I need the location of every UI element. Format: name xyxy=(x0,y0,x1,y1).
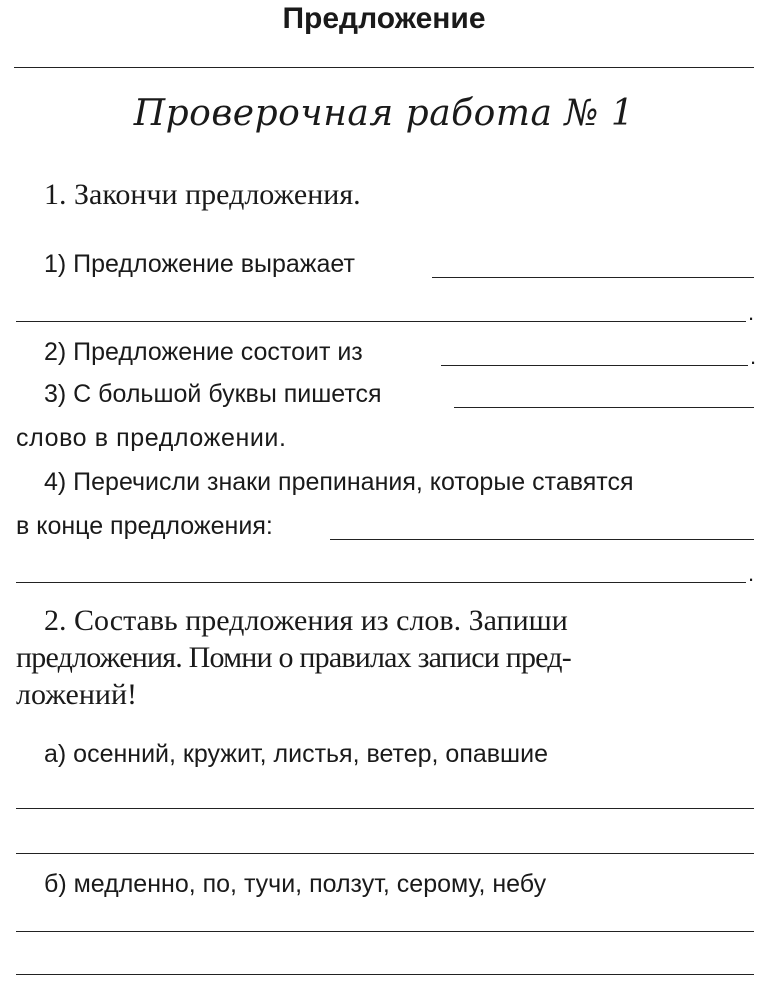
answer-line-b2[interactable] xyxy=(16,974,754,975)
task-1-item-3: 3) С большой буквы пишется xyxy=(44,380,382,408)
task-1-heading: 1. Закончи предложения. xyxy=(44,178,361,211)
task-1-item-2: 2) Предложение состоит из xyxy=(44,338,363,366)
task-1-item-3-continuation: слово в предложении. xyxy=(16,424,287,452)
answer-line-a1[interactable] xyxy=(16,808,754,809)
answer-line-1a[interactable] xyxy=(432,277,754,278)
answer-line-b1[interactable] xyxy=(16,931,754,932)
period: . xyxy=(748,561,755,586)
answer-line-a2[interactable] xyxy=(16,853,754,854)
answer-line-3[interactable] xyxy=(454,407,754,408)
task-1-item-4: 4) Перечисли знаки препинания, которые ставятся xyxy=(44,468,634,496)
task-1-item-1: 1) Предложение выражает xyxy=(44,250,355,278)
answer-line-1b[interactable] xyxy=(16,321,746,322)
header-divider xyxy=(14,67,754,68)
page-title: Предложение xyxy=(282,2,486,35)
worksheet-subtitle: Проверочная работа № 1 xyxy=(133,93,635,134)
task-2-heading-line-3: ложений! xyxy=(16,678,138,711)
task-2-item-b: б) медленно, по, тучи, ползут, серому, небу xyxy=(44,870,547,898)
period: . xyxy=(748,300,755,325)
task-1-item-4-continuation: в конце предложения: xyxy=(16,512,273,540)
task-2-item-a: а) осенний, кружит, листья, ветер, опавшие xyxy=(44,740,548,768)
answer-line-4a[interactable] xyxy=(330,539,754,540)
period: . xyxy=(750,344,757,369)
task-2-heading-line-1: 2. Составь предложения из слов. Запиши xyxy=(44,604,568,637)
task-2-heading-line-2: предложения. Помни о правилах записи пред- xyxy=(16,641,571,674)
answer-line-4b[interactable] xyxy=(16,582,746,583)
answer-line-2[interactable] xyxy=(441,365,748,366)
